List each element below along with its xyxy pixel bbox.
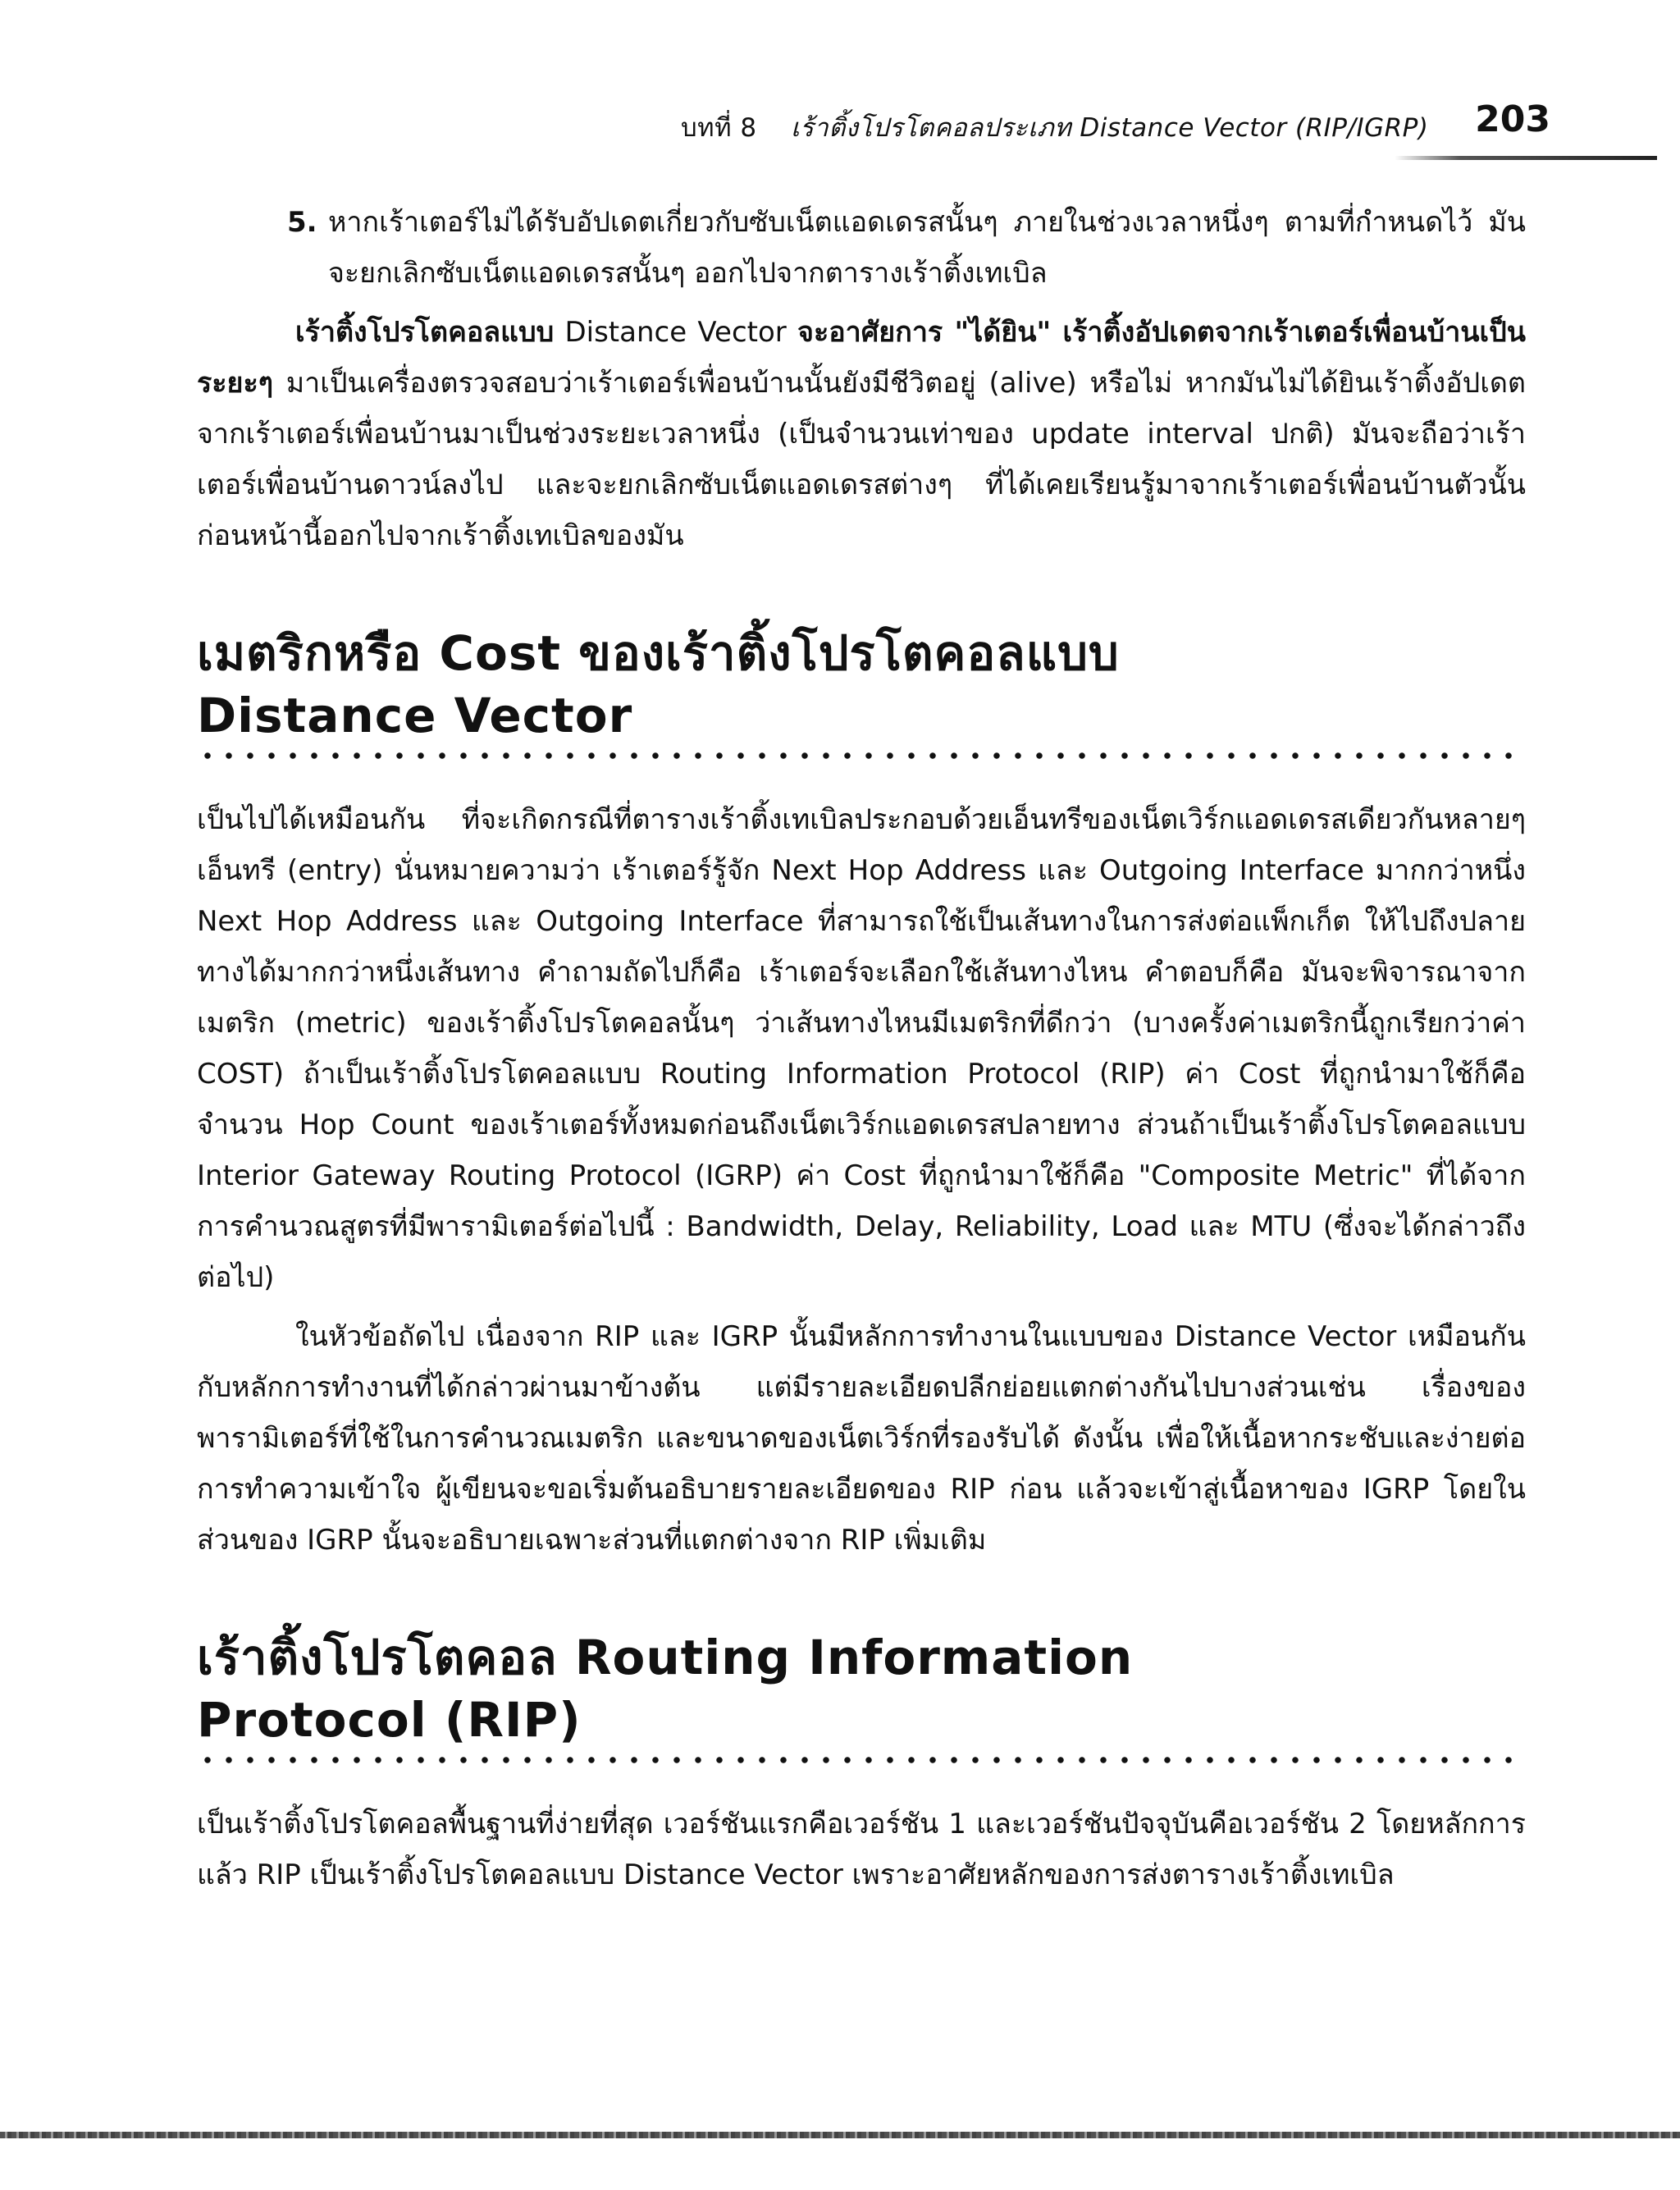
intro-paragraph-term: Distance Vector	[554, 316, 798, 349]
dotted-rule	[197, 752, 1526, 760]
chapter-header	[681, 107, 1428, 148]
intro-paragraph-bold: จะอาศัยการ "ได้ยิน" เร้าติ้งอัปเดตจากเร้าเตอร์เพื่อนบ้านเป็นระยะๆ	[197, 316, 1526, 400]
intro-paragraph-rest: มาเป็นเครื่องตรวจสอบว่าเร้าเตอร์เพื่อนบ้านนั้นยังมีชีวิตอยู่ (alive) หรือไม่ หากมันไม่ได้ยินเร้าติ้งอัปเดตจากเร้าเตอร์เพื่อนบ้านมาเป็นช่วงระยะเวลาหนึ่ง (เป็นจำนวนเท่าของ update interval ปกติ) มันจะถือว่าเร้าเตอร์เพื่อนบ้านดาวน์ลงไป และจะยกเลิกซับเน็ตแอดเดรสต่างๆ ที่ได้เคยเรียนรู้มาจากเร้าเตอร์เพื่อนบ้านตัวนั้นก่อนหน้านี้ออกไปจากเร้าติ้งเทเบิลของมัน	[197, 367, 1526, 552]
rip-paragraph-1: เป็นเร้าติ้งโปรโตคอลพื้นฐานที่ง่ายที่สุด เวอร์ชันแรกคือเวอร์ชัน 1 และเวอร์ชันปัจจุบันคือเวอร์ชัน 2 โดยหลักการแล้ว RIP เป็นเร้าติ้งโปรโตคอลแบบ Distance Vector เพราะอาศัยหลักของการส่งตารางเร้าติ้งเทเบิล	[197, 1808, 1526, 1891]
intro-paragraph	[197, 307, 1526, 561]
section-heading-rip	[197, 1626, 1526, 1764]
list-item-text: หากเร้าเตอร์ไม่ได้รับอัปเดตเกี่ยวกับซับเน็ตแอดเดรสนั้นๆ ภายในช่วงเวลาหนึ่งๆ ตามที่กำหนดไว้ มันจะยกเลิกซับเน็ตแอดเดรสนั้นๆ ออกไปจากตารางเร้าติ้งเทเบิล	[328, 206, 1526, 290]
section-heading-line-2: Protocol (RIP)	[197, 1692, 582, 1748]
dotted-rule	[197, 1756, 1526, 1764]
metric-paragraph-1: เป็นไปได้เหมือนกัน ที่จะเกิดกรณีที่ตารางเร้าติ้งเทเบิลประกอบด้วยเอ็นทรีของเน็ตเวิร์กแอดเดรสเดียวกันหลายๆ เอ็นทรี (entry) นั่นหมายความว่า เร้าเตอร์รู้จัก Next Hop Address และ Outgoing Interface มากกว่าหนึ่ง Next Hop Address และ Outgoing Interface ที่สามารถใช้เป็นเส้นทางในการส่งต่อแพ็กเก็ต ให้ไปถึงปลายทางได้มากกว่าหนึ่งเส้นทาง คำถามถัดไปก็คือ เร้าเตอร์จะเลือกใช้เส้นทางไหน คำตอบก็คือ มันจะพิจารณาจากเมตริก (metric) ของเร้าติ้งโปรโตคอลนั้นๆ ว่าเส้นทางไหนมีเมตริกที่ดีกว่า (บางครั้งค่าเมตริกนี้ถูกเรียกว่าค่า COST) ถ้าเป็นเร้าติ้งโปรโตคอลแบบ Routing Information Protocol (RIP) ค่า Cost ที่ถูกนำมาใช้ก็คือ จำนวน Hop Count ของเร้าเตอร์ทั้งหมดก่อนถึงเน็ตเวิร์กแอดเดรสปลายทาง ส่วนถ้าเป็นเร้าติ้งโปรโตคอลแบบ Interior Gateway Routing Protocol (IGRP) ค่า Cost ที่ถูกนำมาใช้ก็คือ "Composite Metric" ที่ได้จากการคำนวณสูตรที่มีพารามิเตอร์ต่อไปนี้ : Bandwidth, Delay, Reliability, Load และ MTU (ซึ่งจะได้กล่าวถึงต่อไป)	[197, 803, 1526, 1294]
header-rule	[1395, 156, 1657, 160]
chapter-label: บทที่ 8	[681, 113, 757, 143]
list-item-5	[197, 197, 1526, 299]
running-header	[681, 98, 1550, 156]
list-item-number: 5.	[287, 206, 317, 239]
page-number: 203	[1475, 98, 1550, 140]
section-heading-line-1: เมตริกหรือ Cost ของเร้าติ้งโปรโตคอลแบบ	[197, 625, 1120, 681]
section-heading-line-1: เร้าติ้งโปรโตคอล Routing Information	[197, 1630, 1134, 1685]
section-heading-line-2: Distance Vector	[197, 688, 633, 743]
metric-paragraph-2: ในหัวข้อถัดไป เนื่องจาก RIP และ IGRP นั้นมีหลักการทำงานในแบบของ Distance Vector เหมือนกันกับหลักการทำงานที่ได้กล่าวผ่านมาข้างต้น แต่มีรายละเอียดปลีกย่อยแตกต่างกันไปบางส่วนเช่น เรื่องของพารามิเตอร์ที่ใช้ในการคำนวณเมตริก และขนาดของเน็ตเวิร์กที่รองรับได้ ดังนั้น เพื่อให้เนื้อหากระชับและง่ายต่อการทำความเข้าใจ ผู้เขียนจะขอเริ่มต้นอธิบายรายละเอียดของ RIP ก่อน แล้วจะเข้าสู่เนื้อหาของ IGRP โดยในส่วนของ IGRP นั้นจะอธิบายเฉพาะส่วนที่แตกต่างจาก RIP เพิ่มเติม	[197, 1320, 1526, 1557]
section-heading-metric	[197, 622, 1526, 760]
intro-paragraph-lead: เร้าติ้งโปรโตคอลแบบ	[295, 316, 555, 349]
page-body	[197, 197, 1526, 1900]
chapter-title: เร้าติ้งโปรโตคอลประเภท Distance Vector (RIP/IGRP)	[791, 113, 1429, 143]
footer-scan-rule	[0, 2132, 1680, 2138]
